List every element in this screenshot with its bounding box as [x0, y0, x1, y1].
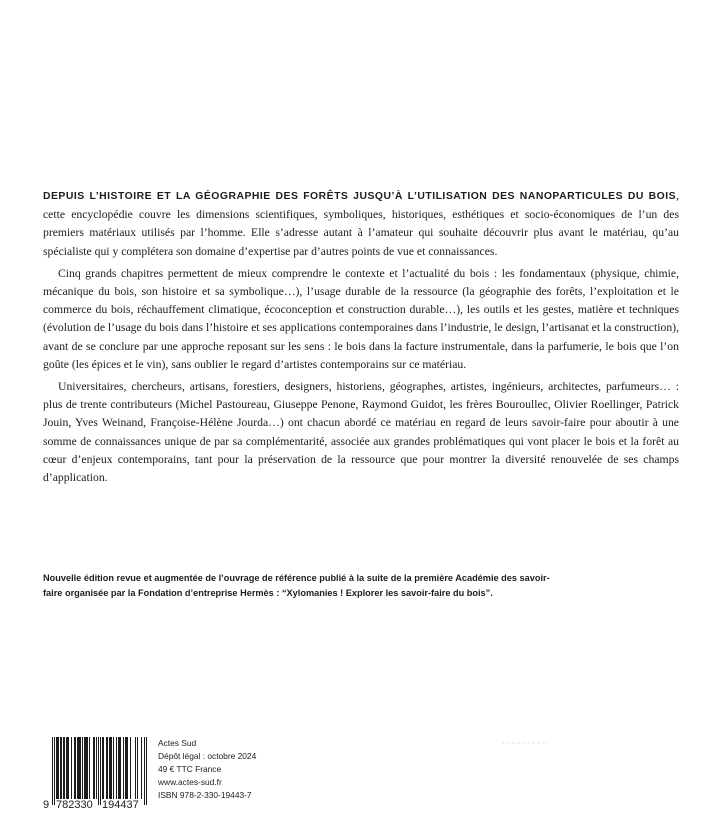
- barcode-bar: [71, 737, 72, 799]
- barcode-bar: [61, 737, 62, 799]
- barcode-bar: [52, 737, 53, 805]
- legal-deposit: Dépôt légal : octobre 2024: [158, 751, 257, 762]
- isbn-barcode: [43, 737, 149, 813]
- barcode-bar: [93, 737, 94, 799]
- barcode-bar: [100, 737, 101, 805]
- barcode-left-digits: 782330: [56, 799, 93, 811]
- barcode-bar: [68, 737, 69, 799]
- publisher-name: Actes Sud: [158, 738, 197, 748]
- barcode-bar: [79, 737, 80, 799]
- barcode-bar: [98, 737, 99, 805]
- isbn: ISBN 978-2-330-19443-7: [158, 790, 252, 801]
- edition-note: Nouvelle édition revue et augmentée de l’ouvrage de référence publié à la suite de la première Académie des savoir-faire organisée par la Fondation d’entreprise Hermès : “Xylomanies ! Explorer les savoir-faire du bois”.: [43, 573, 550, 598]
- barcode-bar: [107, 737, 108, 799]
- barcode-bar: [82, 737, 83, 799]
- barcode-bar: [126, 737, 127, 799]
- barcode-bar: [144, 737, 145, 805]
- price: 49 € TTC France: [158, 764, 222, 775]
- barcode-bar: [137, 737, 138, 799]
- barcode-bar: [118, 737, 119, 799]
- barcode-bar: [64, 737, 65, 799]
- barcode-bar: [120, 737, 121, 799]
- barcode-bar: [119, 737, 120, 799]
- barcode-bar: [67, 737, 68, 799]
- barcode-bar: [56, 737, 57, 799]
- barcode-first-digit: 9: [43, 799, 50, 811]
- barcode-bar: [89, 737, 90, 799]
- publisher-website: www.actes-sud.fr: [158, 777, 222, 788]
- barcode-bar: [135, 737, 136, 799]
- blurb-paragraph-1-body: , cette encyclopédie couvre les dimensions scientifiques, symboliques, historiques, esthétiques et socio-économiques de l’un des premiers matériaux utilisés par l’homme. Elle s’adresse autant à l’amateur qui souhaite découvrir plus avant le matériau, qu’au spécialiste qui y complétera son domaine d’expertise par d’autres points de vue et connaissances.: [43, 189, 679, 258]
- publisher-info: [158, 737, 256, 802]
- barcode-bar: [80, 737, 81, 799]
- barcode-bar: [74, 737, 75, 799]
- barcode-bar: [111, 737, 112, 799]
- blurb-paragraph-2: Cinq grands chapitres permettent de mieux comprendre le contexte et l’actualité du bois : les fondamentaux (physique, chimie, mécanique du bois, son histoire et sa symbolique…), l’usage durable de la ressource (la géographie des forêts, l’exploitation et le commerce du bois, réchauffement climatique, écoconception et construction durable…), les outils et les gestes, matière et techniques (évolution de l’usage du bois dans l’histoire et ses applications contemporaines dans l’industrie, le design, l’artisanat et la construction), avant de se conclure par une approche reposant sur les sens : le bois dans la facture instrumentale, dans la parfumerie, le bois que l’on goûte (les épices et le vin), sans oublier le regard d’artistes contemporains sur ce matériau.: [43, 266, 679, 371]
- barcode-bar: [58, 737, 59, 799]
- barcode-bar: [77, 737, 78, 799]
- barcode-bar: [146, 737, 147, 805]
- barcode-bar: [106, 737, 107, 799]
- barcode-bar: [75, 737, 76, 799]
- barcode-bar: [86, 737, 87, 799]
- blurb-text: [43, 187, 679, 491]
- barcode-bar: [125, 737, 126, 799]
- barcode-bar: [109, 737, 110, 799]
- barcode-bar: [102, 737, 103, 799]
- barcode-bar: [116, 737, 117, 799]
- barcode-bar: [110, 737, 111, 799]
- barcode-bar: [63, 737, 64, 799]
- barcode-bar: [57, 737, 58, 799]
- barcode-bar: [130, 737, 131, 799]
- barcode-bar: [113, 737, 114, 799]
- barcode-bar: [94, 737, 95, 799]
- blurb-paragraph-3: Universitaires, chercheurs, artisans, forestiers, designers, historiens, géographes, artistes, ingénieurs, architectes, parfumeurs… : plus de trente contributeurs (Michel Pastoureau, Giuseppe Penone, Raymond Guidot, les frères Bouroullec, Olivier Roellinger, Patrick Jouin, Yves Weinand, Françoise-Hélène Jourda…) ont chacun abordé ce matériau en regard de leurs savoir-faire pour aboutir à une somme de connaissances unique de par sa complémentarité, associée aux grandes problématiques qui vont placer le bois et la forêt au cœur d’enjeux contemporains, tant pour la préservation de la ressource que pour montrer la diversité renouvelée de ses champs d’application.: [43, 380, 679, 485]
- barcode-bar: [84, 737, 85, 799]
- barcode-bar: [85, 737, 86, 799]
- barcode-bar: [127, 737, 128, 799]
- barcode-bar: [60, 737, 61, 799]
- barcode-bar: [87, 737, 88, 799]
- barcode-bar: [141, 737, 142, 799]
- barcode-bar: [78, 737, 79, 799]
- barcode-bar: [66, 737, 67, 799]
- barcode-bar: [54, 737, 55, 805]
- edge-dash-mark: [502, 741, 548, 745]
- barcode-bar: [123, 737, 124, 799]
- barcode-right-digits: 194437: [102, 799, 139, 811]
- barcode-bar: [103, 737, 104, 799]
- barcode-bar: [96, 737, 97, 799]
- blurb-lead: DEPUIS L’HISTOIRE ET LA GÉOGRAPHIE DES FORÊTS JUSQU’À L’UTILISATION DES NANOPARTICULES DU BOIS: [43, 191, 677, 202]
- blurb-paragraph-1: [43, 187, 679, 261]
